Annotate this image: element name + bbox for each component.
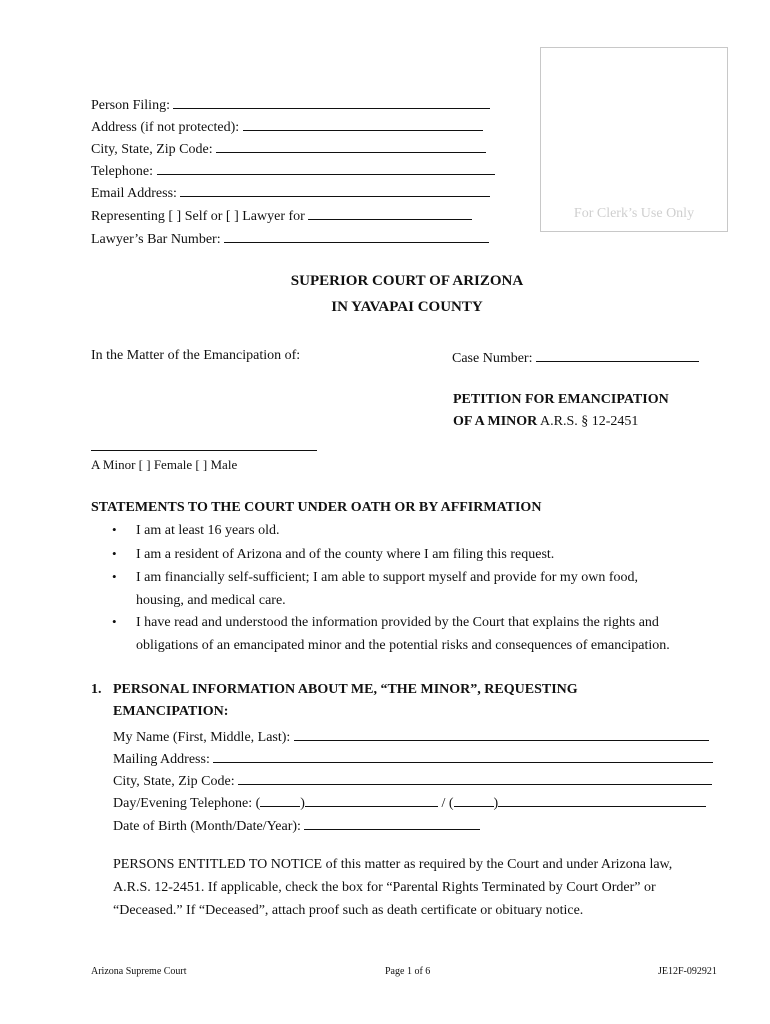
dob-row [113, 815, 480, 836]
phone-row [113, 793, 706, 813]
case-number-row [452, 347, 699, 368]
statement-3: I am financially self-sufficient; I am able to support myself and provide for my own food, [136, 570, 639, 585]
case-number-label: Case Number: [452, 351, 533, 366]
case-number-field[interactable] [536, 347, 699, 362]
footer-page-number: Page 1 of 6 [385, 966, 431, 977]
minor-gender-line[interactable]: A Minor [ ] Female [ ] Male [91, 457, 238, 472]
phone-slash: / ( [437, 796, 454, 811]
statement-4-cont: obligations of an emancipated minor and the potential risks and consequences of emancipation. [136, 638, 670, 653]
minor-city-field[interactable] [238, 770, 712, 785]
notice-line2: A.R.S. 12-2451. If applicable, check the box for “Parental Rights Terminated by Court Order” or [113, 880, 656, 895]
representing-row [91, 205, 472, 226]
phone-paren-close-2: ) [493, 796, 499, 811]
day-phone-field[interactable] [305, 793, 438, 807]
person-filing-row [91, 94, 490, 115]
bar-number-row [91, 228, 489, 249]
matter-label: In the Matter of the Emancipation of: [91, 348, 301, 363]
clerk-use-label: For Clerk’s Use Only [573, 206, 695, 221]
footer-left: Arizona Supreme Court [91, 966, 187, 977]
evening-area-code-field[interactable] [454, 793, 494, 807]
section1-heading-line1: PERSONAL INFORMATION ABOUT ME, “THE MINOR”, REQUESTING [113, 682, 578, 697]
dob-label: Date of Birth (Month/Date/Year): [113, 819, 301, 834]
my-name-row [113, 726, 709, 747]
minor-city-label: City, State, Zip Code: [113, 774, 235, 789]
petition-statute: A.R.S. § 12-2451 [537, 414, 639, 429]
my-name-label: My Name (First, Middle, Last): [113, 730, 291, 745]
bar-number-label: Lawyer’s Bar Number: [91, 232, 221, 247]
bar-number-field[interactable] [224, 228, 489, 243]
bullet-4: • [112, 614, 117, 629]
telephone-field[interactable] [157, 160, 495, 175]
person-filing-label: Person Filing: [91, 98, 170, 113]
dob-field[interactable] [304, 815, 480, 830]
court-title-line2: IN YAVAPAI COUNTY [331, 299, 483, 315]
telephone-row [91, 160, 495, 181]
evening-phone-field[interactable] [498, 793, 706, 807]
section1-number: 1. [91, 682, 102, 697]
statement-1: I am at least 16 years old. [136, 523, 280, 538]
statement-2: I am a resident of Arizona and of the county where I am filing this request. [136, 547, 555, 562]
court-title-line1: SUPERIOR COURT OF ARIZONA [290, 273, 524, 289]
email-label: Email Address: [91, 186, 177, 201]
bullet-1: • [112, 522, 117, 537]
mailing-field[interactable] [213, 748, 713, 763]
minor-city-row [113, 770, 712, 791]
telephone-label: Telephone: [91, 164, 153, 179]
bullet-3: • [112, 569, 117, 584]
person-filing-field[interactable] [173, 94, 490, 109]
petition-title-line2 [453, 413, 638, 431]
mailing-row [113, 748, 713, 769]
email-field[interactable] [180, 182, 490, 197]
address-field[interactable] [243, 116, 483, 131]
day-area-code-field[interactable] [260, 793, 300, 807]
footer-form-code: JE12F-092921 [658, 966, 717, 977]
petition-title-bold: OF A MINOR [453, 414, 538, 429]
notice-line1: PERSONS ENTITLED TO NOTICE of this matter as required by the Court and under Arizona law, [113, 857, 673, 872]
address-row [91, 116, 483, 137]
bullet-2: • [112, 546, 117, 561]
representing-label[interactable]: Representing [ ] Self or [ ] Lawyer for [91, 209, 305, 224]
clerk-use-box [540, 47, 728, 232]
minor-name-field[interactable] [91, 450, 317, 451]
mailing-label: Mailing Address: [113, 752, 210, 767]
email-row [91, 182, 490, 203]
city-state-zip-row [91, 138, 486, 159]
statements-heading: STATEMENTS TO THE COURT UNDER OATH OR BY AFFIRMATION [91, 500, 542, 515]
statement-3-cont: housing, and medical care. [136, 593, 286, 608]
section1-heading-line2: EMANCIPATION: [113, 704, 229, 719]
city-state-zip-field[interactable] [216, 138, 486, 153]
city-state-zip-label: City, State, Zip Code: [91, 142, 213, 157]
address-label: Address (if not protected): [91, 120, 240, 135]
phone-label: Day/Evening Telephone: ( [113, 796, 261, 811]
petition-title-line1: PETITION FOR EMANCIPATION [453, 392, 669, 407]
my-name-field[interactable] [294, 726, 709, 741]
notice-line3: “Deceased.” If “Deceased”, attach proof such as death certificate or obituary notice. [113, 903, 584, 918]
lawyer-for-field[interactable] [308, 205, 472, 220]
phone-paren-close-1: ) [300, 796, 305, 811]
statement-4: I have read and understood the information provided by the Court that explains the rights and [136, 615, 659, 630]
